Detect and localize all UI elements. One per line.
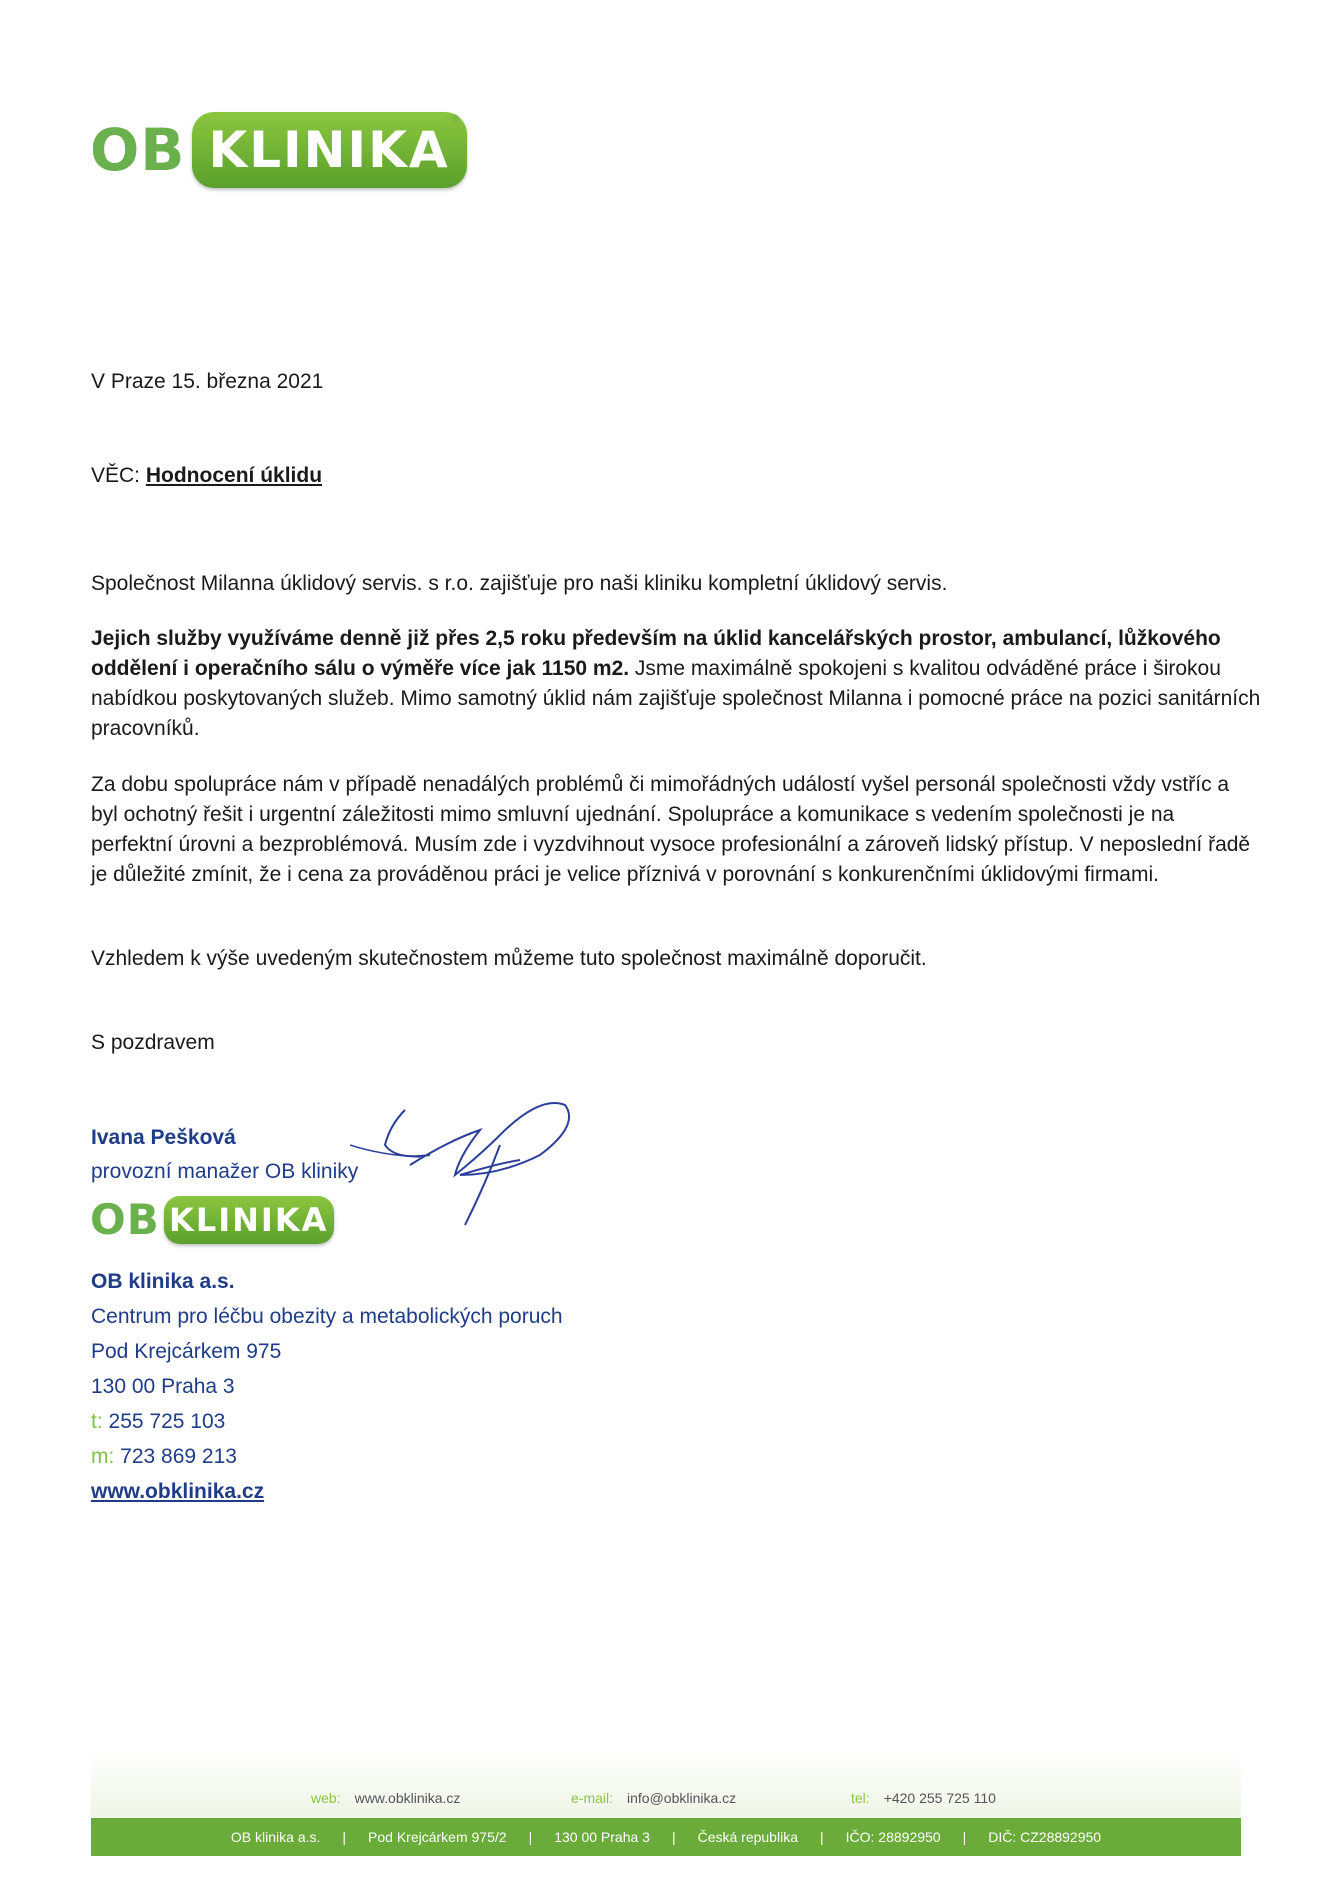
footer-country: Česká republika [697, 1829, 798, 1845]
footer-tel [851, 1790, 996, 1806]
subject-title: Hodnocení úklidu [145, 464, 323, 487]
paragraph-2 [91, 624, 1261, 744]
company-web-link[interactable]: www.obklinika.cz [91, 1480, 265, 1503]
footer-tel-label: tel: [851, 1790, 870, 1806]
company-tagline: Centrum pro léčbu obezity a metabolických poruch [91, 1305, 563, 1328]
footer-ico: IČO: 28892950 [845, 1829, 941, 1845]
footer-web-label: web: [311, 1790, 341, 1806]
footer-sep: | [819, 1829, 824, 1845]
company-city: 130 00 Praha 3 [91, 1375, 235, 1398]
letter-subject [91, 460, 322, 491]
footer-company: OB klinika a.s. [230, 1829, 321, 1845]
mobile-label: m: [91, 1445, 115, 1468]
small-logo-klinika-text: KLINIKA [169, 1200, 329, 1239]
closing: S pozdravem [91, 1031, 215, 1054]
company-mobile [91, 1440, 237, 1474]
company-street: Pod Krejcárkem 975 [91, 1340, 282, 1363]
header-logo [90, 112, 467, 188]
footer-sep: | [528, 1829, 533, 1845]
logo-ob-text: OB [90, 116, 186, 184]
paragraph-1: Společnost Milanna úklidový servis. s r.o. zajišťuje pro naši kliniku kompletní úklidový servis. [91, 572, 948, 595]
letter-date: V Praze 15. března 2021 [91, 370, 324, 393]
footer-bar [91, 1818, 1241, 1856]
company-name: OB klinika a.s. [91, 1270, 235, 1293]
mobile-number: 723 869 213 [120, 1445, 237, 1468]
footer-sep: | [962, 1829, 967, 1845]
paragraph-4: Vzhledem k výše uvedeným skutečnostem můžeme tuto společnost maximálně doporučit. [91, 947, 927, 970]
signer-name: Ivana Pešková [91, 1126, 236, 1149]
signature-logo [90, 1195, 334, 1244]
footer-sep: | [671, 1829, 676, 1845]
footer-street: Pod Krejcárkem 975/2 [368, 1829, 507, 1845]
footer-web [311, 1790, 460, 1806]
phone-number: 255 725 103 [108, 1410, 226, 1433]
paragraph-2-rest: Jsme maximálně spokojeni s kvalitou odváděné práce i širokou nabídkou poskytovaných služeb. Mimo samotný úklid nám zajišťuje společnost Milanna i pomocné práce na pozici sanitárních pracovníků. [91, 657, 1261, 740]
company-phone [91, 1405, 225, 1439]
footer-tel-value: +420 255 725 110 [883, 1790, 996, 1806]
footer-dic: DIČ: CZ28892950 [988, 1829, 1102, 1845]
footer-email-label: e-mail: [571, 1790, 614, 1806]
logo-klinika-pill [192, 112, 467, 188]
paragraph-3: Za dobu spolupráce nám v případě nenadálých problémů či mimořádných událostí vyšel personál společnosti vždy vstříc a byl ochotný řešit i urgentní záležitosti mimo smluvní ujednání. Spolupráce a komunikace s vedením společnosti je na perfektní úrovni a bezproblémová. Musím zde i vyzdvihnout vysoce profesionální a zároveň lidský přístup. V neposlední řadě je důležité zmínit, že i cena za prováděnou práci je velice příznivá v porovnání s konkurenčními úklidovými firmami. [91, 773, 1251, 886]
footer-city: 130 00 Praha 3 [554, 1829, 650, 1845]
footer-email-value[interactable]: info@obklinika.cz [627, 1790, 737, 1806]
phone-label: t: [91, 1410, 103, 1433]
small-logo-ob-text: OB [90, 1195, 160, 1244]
logo-klinika-text: KLINIKA [208, 121, 450, 179]
paragraph-2-bold: Jejich služby využíváme denně již přes 2,5 roku především na úklid kancelářských prostor, ambulancí, lůžkového oddělení i operačního sálu o výměře více jak 1150 m2. [91, 627, 1221, 680]
subject-prefix: VĚC: [91, 464, 141, 487]
footer-contacts [91, 1748, 1241, 1818]
signer-role: provozní manažer OB kliniky [91, 1160, 359, 1183]
footer-email [571, 1790, 736, 1806]
footer-web-value[interactable]: www.obklinika.cz [354, 1790, 461, 1806]
handwritten-signature [350, 1085, 590, 1235]
registered-mark: ® [450, 114, 463, 125]
small-logo-klinika-pill [164, 1196, 334, 1244]
footer-sep: | [342, 1829, 347, 1845]
